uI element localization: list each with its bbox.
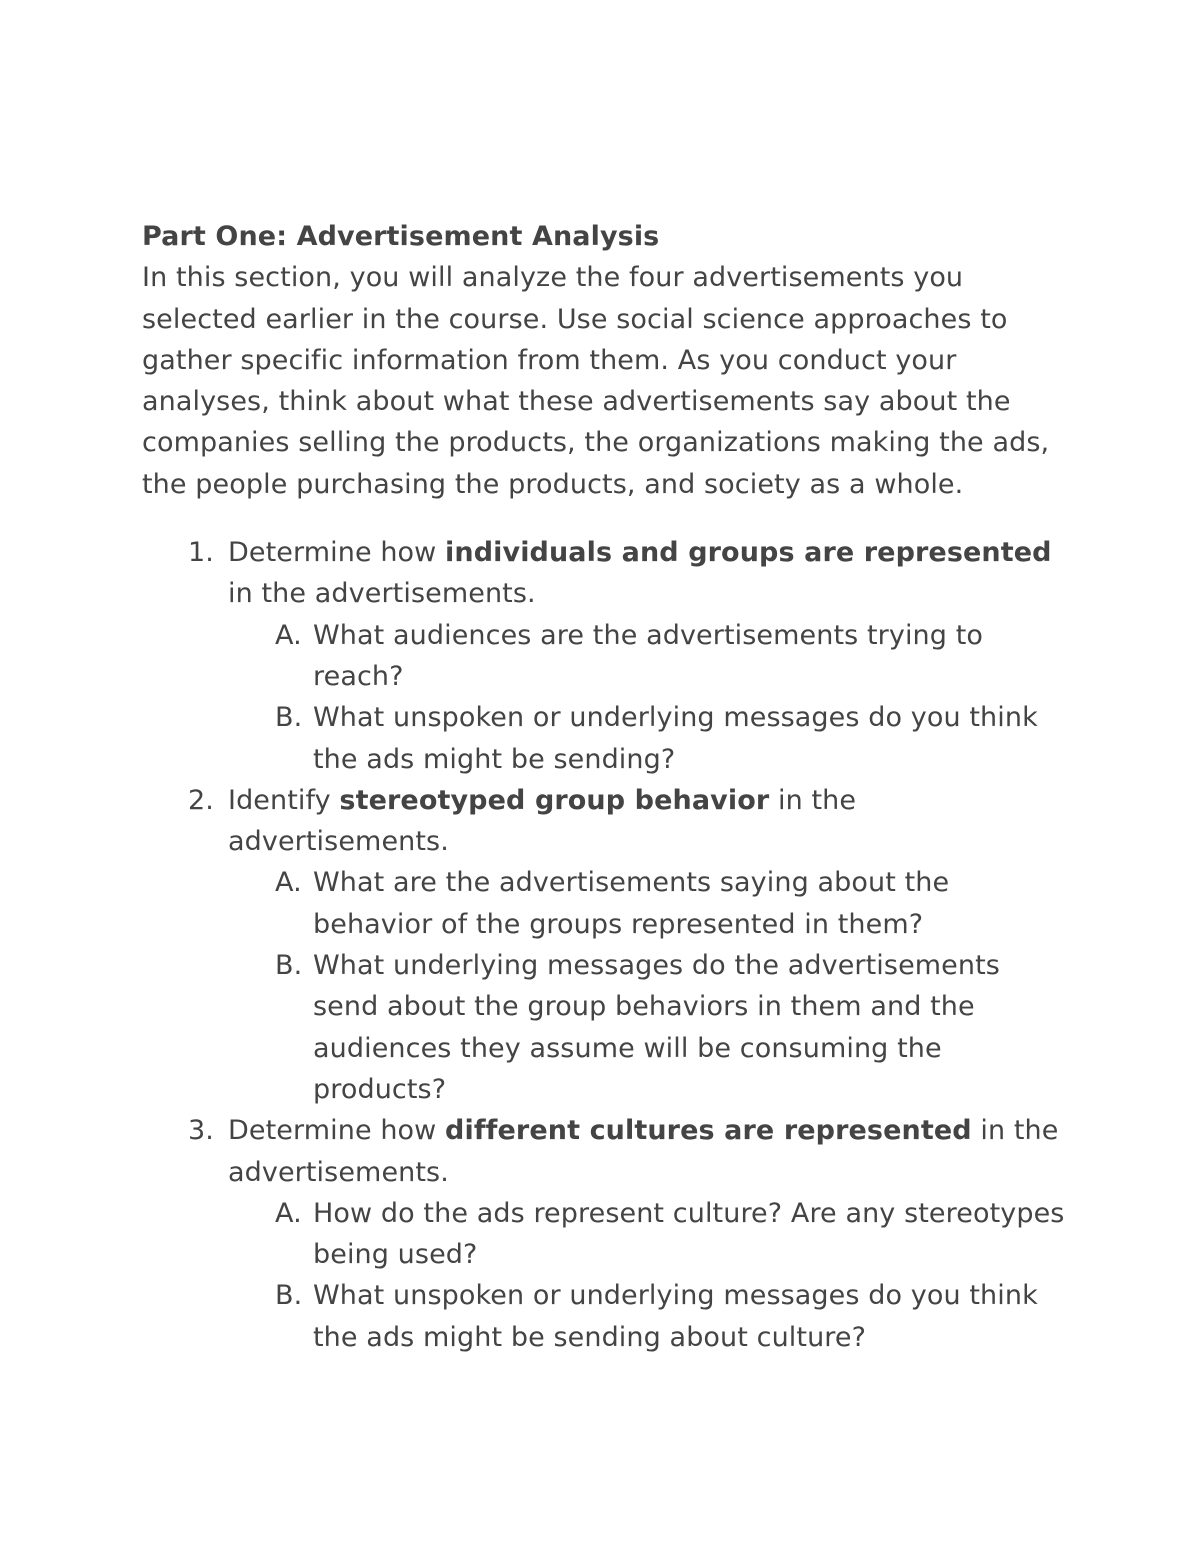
item-number: 3. (188, 1115, 214, 1147)
item-text-post: in the advertisements. (228, 784, 857, 858)
intro-paragraph: In this section, you will analyze the four advertisements you selected earlier in the course. Use social science approaches to gather specific information from them. As you conduct your analyses, think about what these advertisements say about the companies selling the products, the organizations making the ads, the people purchasing the products, and society as a whole. (142, 262, 1050, 500)
sub-question-list (228, 862, 1072, 1110)
sub-list-item (275, 615, 1072, 698)
list-item (188, 1110, 1072, 1358)
sub-list-item (275, 862, 1072, 945)
item-text-bold: individuals and groups are represented (445, 537, 1052, 569)
sub-item-text: What underlying messages do the advertisements send about the group behaviors in them and the audiences they assume will be consuming the products? (313, 950, 1000, 1105)
sub-item-text: What unspoken or underlying messages do you think the ads might be sending? (313, 702, 1038, 775)
sub-item-text: What unspoken or underlying messages do you think the ads might be sending about culture? (313, 1280, 1038, 1353)
sub-item-letter: A. (275, 619, 302, 651)
item-text (228, 1115, 1058, 1187)
sub-item-text: How do the ads represent culture? Are any stereotypes being used? (313, 1197, 1065, 1271)
question-list (142, 532, 1072, 1358)
item-text-pre: Determine how (228, 537, 446, 569)
section-heading: Part One: Advertisement Analysis (142, 221, 660, 252)
sub-item-text: What audiences are the advertisements trying to reach? (313, 619, 983, 692)
sub-list-item (275, 1193, 1072, 1276)
sub-item-letter: B. (275, 702, 303, 734)
item-text-pre: Identify (228, 784, 340, 816)
sub-item-letter: B. (275, 950, 303, 982)
sub-list-item (275, 697, 1072, 780)
list-item (188, 780, 1072, 1110)
document-page (142, 216, 1072, 1358)
item-text-bold: different cultures are represented (445, 1115, 972, 1147)
item-text-bold: stereotyped group behavior (339, 784, 770, 816)
item-number: 1. (188, 537, 214, 569)
sub-item-letter: B. (275, 1280, 303, 1312)
sub-item-letter: A. (275, 867, 302, 899)
sub-question-list (228, 615, 1072, 780)
sub-list-item (275, 945, 1072, 1110)
item-text-pre: Determine how (228, 1115, 446, 1147)
item-number: 2. (188, 784, 214, 816)
sub-question-list (228, 1193, 1072, 1358)
item-text-post: in the advertisements. (228, 1115, 1059, 1188)
sub-item-letter: A. (275, 1197, 302, 1229)
item-text (228, 785, 856, 857)
item-text (228, 537, 1052, 609)
item-text-post: in the advertisements. (228, 578, 536, 610)
sub-list-item (275, 1275, 1072, 1358)
list-item (188, 532, 1072, 780)
sub-item-text: What are the advertisements saying about the behavior of the groups represented in them? (313, 867, 950, 940)
